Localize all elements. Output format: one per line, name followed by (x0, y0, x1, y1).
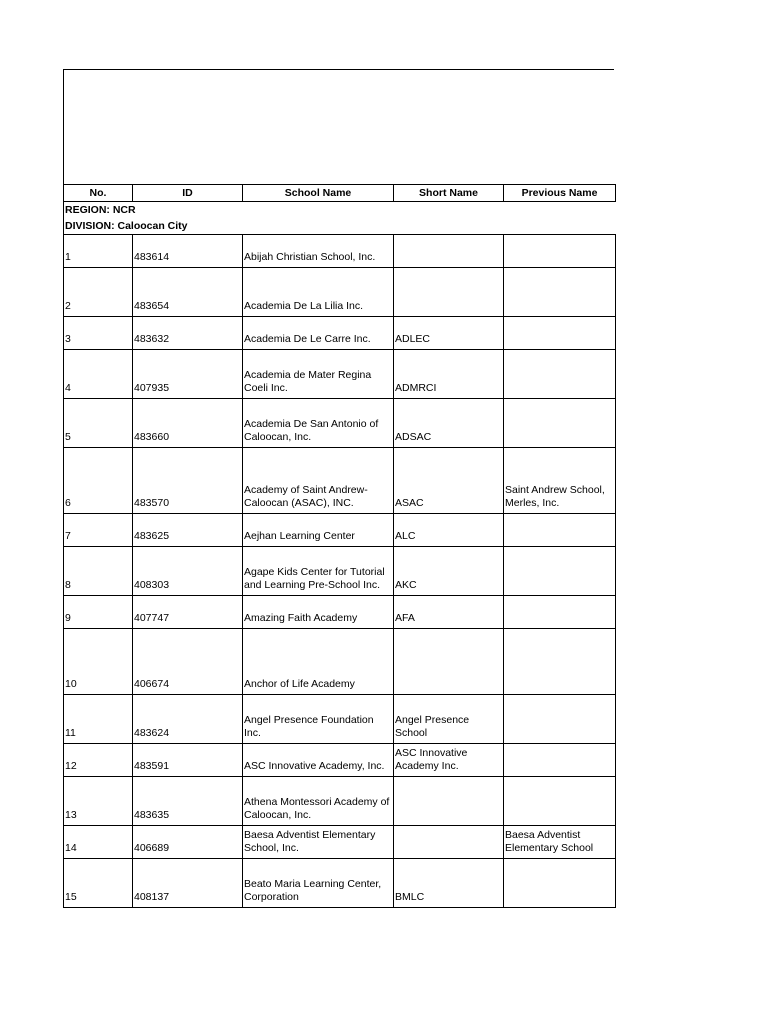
header-id: ID (133, 185, 243, 202)
table-row (64, 744, 616, 777)
previous-name-cell (504, 235, 616, 268)
previous-name-cell (504, 859, 616, 908)
division-row (64, 218, 616, 235)
table-row (64, 399, 616, 448)
short-name-cell: AFA (394, 596, 504, 629)
sheet-top-border (63, 69, 614, 70)
school-id-cell: 483625 (133, 514, 243, 547)
table-row (64, 547, 616, 596)
short-name-cell: AKC (394, 547, 504, 596)
short-name-cell: ADSAC (394, 399, 504, 448)
sheet-left-border (63, 69, 64, 184)
row-number-cell: 14 (64, 826, 133, 859)
row-number-cell: 6 (64, 448, 133, 514)
school-name-cell: Baesa Adventist Elementary School, Inc. (243, 826, 394, 859)
header-previous-name: Previous Name (504, 185, 616, 202)
short-name-cell: ALC (394, 514, 504, 547)
previous-name-cell (504, 695, 616, 744)
table-row (64, 629, 616, 695)
row-number-cell: 8 (64, 547, 133, 596)
school-name-cell: Agape Kids Center for Tutorial and Learning Pre-School Inc. (243, 547, 394, 596)
row-number-cell: 2 (64, 268, 133, 317)
previous-name-cell (504, 317, 616, 350)
division-label: DIVISION: Caloocan City (64, 218, 616, 235)
table-row (64, 695, 616, 744)
previous-name-cell (504, 629, 616, 695)
schools-table (63, 184, 616, 908)
school-id-cell: 408137 (133, 859, 243, 908)
table-row (64, 268, 616, 317)
row-number-cell: 10 (64, 629, 133, 695)
table-row (64, 777, 616, 826)
previous-name-cell (504, 350, 616, 399)
short-name-cell (394, 268, 504, 317)
short-name-cell: ADLEC (394, 317, 504, 350)
school-id-cell: 483654 (133, 268, 243, 317)
row-number-cell: 11 (64, 695, 133, 744)
school-name-cell: Academia De Le Carre Inc. (243, 317, 394, 350)
school-name-cell: Academy of Saint Andrew-Caloocan (ASAC), INC. (243, 448, 394, 514)
short-name-cell (394, 826, 504, 859)
previous-name-cell (504, 596, 616, 629)
short-name-cell: Angel Presence School (394, 695, 504, 744)
school-id-cell: 406674 (133, 629, 243, 695)
short-name-cell: ASAC (394, 448, 504, 514)
school-id-cell: 483632 (133, 317, 243, 350)
table-row (64, 826, 616, 859)
region-row (64, 202, 616, 219)
school-id-cell: 408303 (133, 547, 243, 596)
school-name-cell: Amazing Faith Academy (243, 596, 394, 629)
previous-name-cell: Saint Andrew School, Merles, Inc. (504, 448, 616, 514)
school-id-cell: 407747 (133, 596, 243, 629)
previous-name-cell (504, 268, 616, 317)
table-row (64, 596, 616, 629)
table-row (64, 448, 616, 514)
previous-name-cell (504, 399, 616, 448)
previous-name-cell (504, 514, 616, 547)
short-name-cell (394, 777, 504, 826)
school-name-cell: Beato Maria Learning Center, Corporation (243, 859, 394, 908)
previous-name-cell (504, 777, 616, 826)
header-short-name: Short Name (394, 185, 504, 202)
header-school-name: School Name (243, 185, 394, 202)
previous-name-cell (504, 547, 616, 596)
short-name-cell: BMLC (394, 859, 504, 908)
row-number-cell: 4 (64, 350, 133, 399)
row-number-cell: 12 (64, 744, 133, 777)
school-name-cell: Academia De San Antonio of Caloocan, Inc. (243, 399, 394, 448)
school-name-cell: Aejhan Learning Center (243, 514, 394, 547)
short-name-cell: ADMRCI (394, 350, 504, 399)
table-row (64, 235, 616, 268)
school-name-cell: Academia de Mater Regina Coeli Inc. (243, 350, 394, 399)
short-name-cell: ASC Innovative Academy Inc. (394, 744, 504, 777)
row-number-cell: 15 (64, 859, 133, 908)
header-no: No. (64, 185, 133, 202)
region-label: REGION: NCR (64, 202, 616, 219)
short-name-cell (394, 235, 504, 268)
table-row (64, 514, 616, 547)
school-id-cell: 406689 (133, 826, 243, 859)
school-id-cell: 483614 (133, 235, 243, 268)
table-row (64, 859, 616, 908)
short-name-cell (394, 629, 504, 695)
school-name-cell: Anchor of Life Academy (243, 629, 394, 695)
school-id-cell: 483624 (133, 695, 243, 744)
school-id-cell: 407935 (133, 350, 243, 399)
previous-name-cell: Baesa Adventist Elementary School (504, 826, 616, 859)
row-number-cell: 7 (64, 514, 133, 547)
school-id-cell: 483570 (133, 448, 243, 514)
row-number-cell: 5 (64, 399, 133, 448)
row-number-cell: 1 (64, 235, 133, 268)
row-number-cell: 9 (64, 596, 133, 629)
school-name-cell: ASC Innovative Academy, Inc. (243, 744, 394, 777)
school-id-cell: 483591 (133, 744, 243, 777)
previous-name-cell (504, 744, 616, 777)
school-name-cell: Abijah Christian School, Inc. (243, 235, 394, 268)
school-id-cell: 483660 (133, 399, 243, 448)
school-name-cell: Academia De La Lilia Inc. (243, 268, 394, 317)
school-name-cell: Angel Presence Foundation Inc. (243, 695, 394, 744)
school-name-cell: Athena Montessori Academy of Caloocan, Inc. (243, 777, 394, 826)
row-number-cell: 13 (64, 777, 133, 826)
school-id-cell: 483635 (133, 777, 243, 826)
table-row (64, 350, 616, 399)
table-row (64, 317, 616, 350)
row-number-cell: 3 (64, 317, 133, 350)
table-header-row (64, 185, 616, 202)
